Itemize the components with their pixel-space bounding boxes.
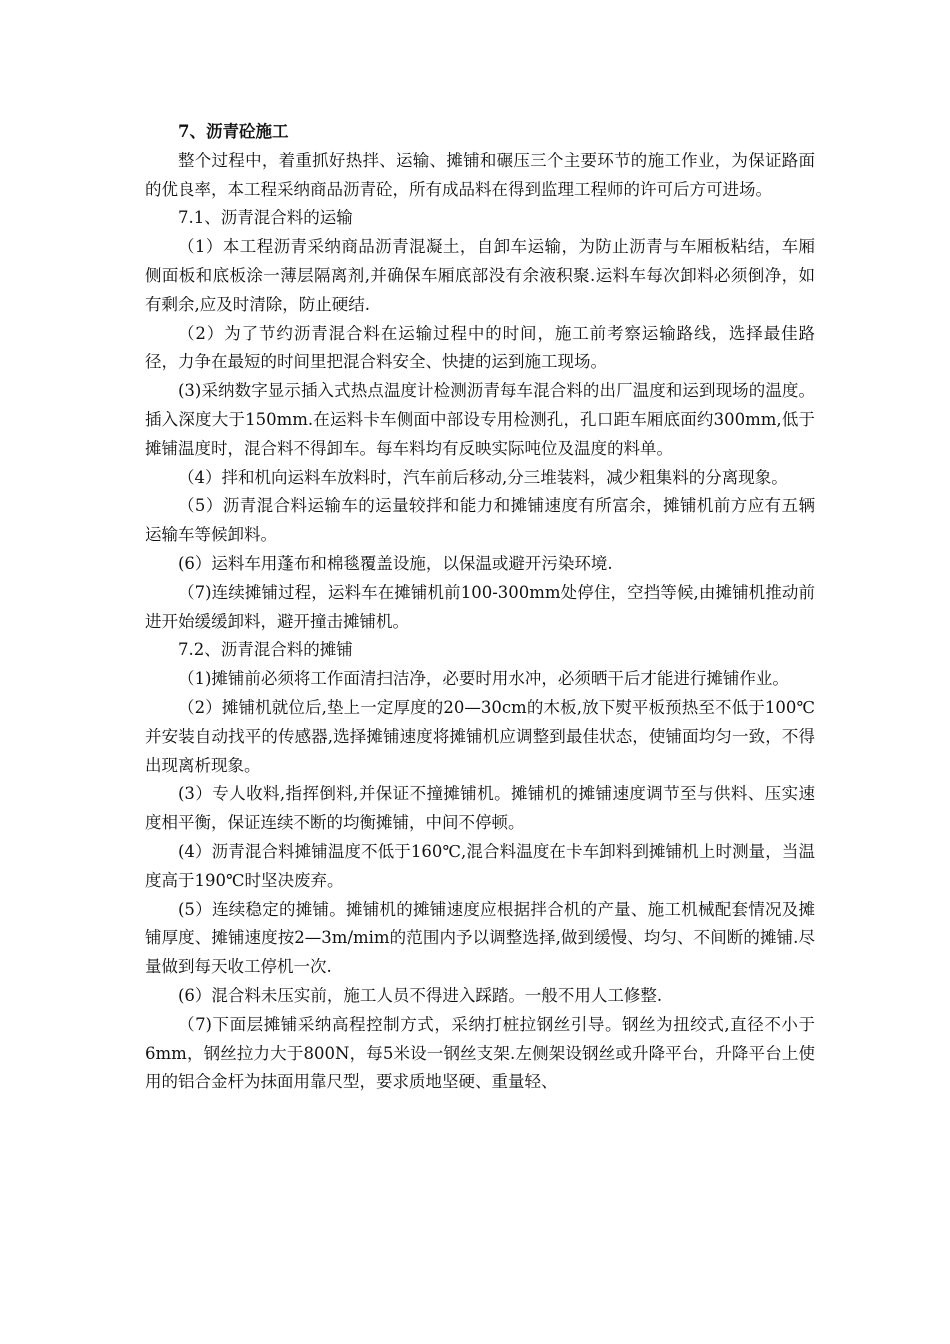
paragraph-transport-4: （4）拌和机向运料车放料时，汽车前后移动,分三堆装料，减少粗集料的分离现象。 [178, 467, 788, 487]
paragraph-paving-4: (4）沥青混合料摊铺温度不低于160℃,混合料温度在卡车卸料到摊铺机上时测量，当温度高于190℃时坚决废弃。 [145, 841, 815, 890]
paragraph-paving-3: (3）专人收料,指挥倒料,并保证不撞摊铺机。摊铺机的摊铺速度调节至与供料、压实速度相平衡，保证连续不断的均衡摊铺，中间不停顿。 [145, 784, 815, 833]
paragraph-paving-7: （7)下面层摊铺采纳高程控制方式，采纳打桩拉钢丝引导。钢丝为扭绞式,直径不小于6mm，钢丝拉力大于800N，每5米设一钢丝支架.左侧架设钢丝或升降平台，升降平台上使用的铝合金杆为抹面用靠尺型，要求质地坚硬、重量轻、 [145, 1014, 815, 1092]
paragraph-paving-1: （1)摊铺前必须将工作面清扫洁净，必要时用水冲，必须晒干后才能进行摊铺作业。 [178, 669, 789, 689]
subsection-heading-paving: 7.2、沥青混合料的摊铺 [178, 640, 353, 660]
paragraph-paving-5: (5）连续稳定的摊铺。摊铺机的摊铺速度应根据拌合机的产量、施工机械配套情况及摊铺厚度、摊铺速度按2—3m/mim的范围内予以调整选择,做到缓慢、均匀、不间断的摊铺.尽量做到每天收工停机一次. [145, 899, 815, 977]
paragraph-paving-2: （2）摊铺机就位后,垫上一定厚度的20—30cm的木板,放下熨平板预热至不低于100℃并安装自动找平的传感器,选择摊铺速度将摊铺机应调整到最佳状态，使铺面均匀一致，不得出现离析现象。 [145, 697, 815, 775]
paragraph-paving-6: (6）混合料未压实前，施工人员不得进入踩踏。一般不用人工修整. [178, 985, 663, 1005]
document-body [145, 118, 815, 1097]
subsection-heading-transport: 7.1、沥青混合料的运输 [178, 208, 353, 228]
paragraph-transport-1: （1）本工程沥青采纳商品沥青混凝土，自卸车运输，为防止沥青与车厢板粘结，车厢侧面板和底板涂一薄层隔离剂,并确保车厢底部没有余液积聚.运料车每次卸料必须倒净，如有剩余,应及时清除，防止硬结. [145, 237, 815, 314]
paragraph-transport-2: （2）为了节约沥青混合料在运输过程中的时间，施工前考察运输路线，选择最佳路径，力争在最短的时间里把混合料安全、快捷的运到施工现场。 [145, 323, 815, 372]
section-heading: 7、沥青砼施工 [178, 122, 289, 141]
paragraph-transport-6: (6）运料车用蓬布和棉毯覆盖设施，以保温或避开污染环境. [178, 553, 613, 573]
paragraph-transport-5: （5）沥青混合料运输车的运量较拌和能力和摊铺速度有所富余，摊铺机前方应有五辆运输车等候卸料。 [145, 496, 815, 545]
paragraph-transport-7: （7)连续摊铺过程，运料车在摊铺机前100-300mm处停住，空挡等候,由摊铺机推动前进开始缓缓卸料，避开撞击摊铺机。 [145, 582, 815, 631]
paragraph-transport-3: (3)采纳数字显示插入式热点温度计检测沥青每车混合料的出厂温度和运到现场的温度。插入深度大于150mm.在运料卡车侧面中部设专用检测孔，孔口距车厢底面约300mm,低于摊铺温度时，混合料不得卸车。每车料均有反映实际吨位及温度的料单。 [145, 381, 815, 458]
paragraph-intro: 整个过程中，着重抓好热拌、运输、摊铺和碾压三个主要环节的施工作业，为保证路面的优良率，本工程采纳商品沥青砼，所有成品料在得到监理工程师的许可后方可进场。 [145, 150, 815, 199]
